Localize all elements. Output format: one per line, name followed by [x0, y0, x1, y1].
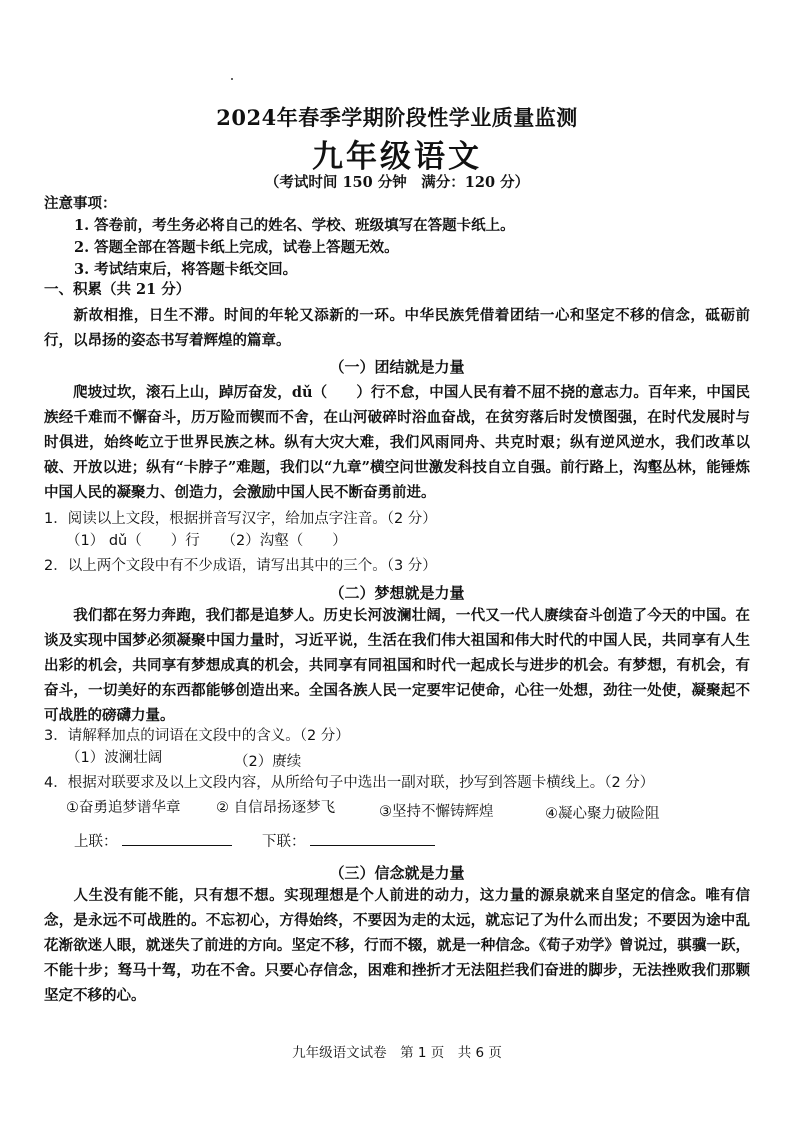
- question-3-item-2: （2）赓续: [234, 754, 302, 770]
- part1-paragraph: [44, 380, 750, 505]
- scan-speck: [231, 78, 233, 80]
- lower-couplet-blank[interactable]: [310, 831, 435, 846]
- couplet-option-1: ①奋勇追梦谱华章: [66, 800, 181, 816]
- exam-title: 2024年春季学期阶段性学业质量监测: [216, 105, 578, 130]
- couplet-option-2: ② 自信昂扬逐梦飞: [216, 800, 336, 816]
- part3-text: 人生没有能不能，只有想不想。实现理想是个人前进的动力，这力量的源泉就来自坚定的信念。唯有信念，是永远不可战胜的。不忘初心，方得始终，不要因为走的太远，就忘记了为什么而出发；不要因为途中乱花渐欲迷人眼，就迷失了前进的方向。坚定不移，行而不辍，就是一种信念。《荀子劝学》曾说过，骐骥一跃，不能十步；驽马十驾，功在不舍。只要心存信念，困难和挫折才无法阻拦我们奋进的脚步，无法挫败我们那颗坚定不移的心。: [44, 887, 750, 1004]
- couplet-option-3: ③坚持不懈铸辉煌: [379, 804, 494, 820]
- part3-paragraph: [44, 883, 750, 1008]
- part3-heading: （三）信念就是力量: [329, 864, 465, 882]
- lower-couplet-field[interactable]: [262, 830, 435, 851]
- notice-item: 3. 考试结束后，将答题卡纸交回。: [74, 261, 298, 278]
- question-3: 3．请解释加点的词语在文段中的含义。（2 分）: [44, 728, 350, 744]
- notice-item: 2. 答题全部在答题卡纸上完成，试卷上答题无效。: [74, 239, 399, 256]
- page-footer: 九年级语文试卷 第 1 页 共 6 页: [292, 1045, 502, 1061]
- exam-info: （考试时间 150 分钟 满分：120 分）: [264, 174, 530, 191]
- part2-heading: （二）梦想就是力量: [329, 584, 465, 602]
- upper-couplet-field[interactable]: [74, 830, 232, 851]
- subject-title: 九年级语文: [312, 139, 482, 175]
- section-heading: 一、积累（共 21 分）: [44, 281, 191, 298]
- intro-paragraph: [44, 303, 750, 353]
- intro-text: 新故相推，日生不滞。时间的年轮又添新的一环。中华民族凭借着团结一心和坚定不移的信念，砥砺前行，以昂扬的姿态书写着辉煌的篇章。: [44, 307, 750, 349]
- part1-heading: （一）团结就是力量: [329, 358, 465, 376]
- question-2: 2．以上两个文段中有不少成语，请写出其中的三个。（3 分）: [44, 558, 437, 574]
- notice-heading: 注意事项：: [44, 195, 117, 212]
- upper-couplet-blank[interactable]: [122, 831, 232, 846]
- part2-paragraph: [44, 603, 750, 728]
- part2-text: 我们都在努力奔跑，我们都是追梦人。历史长河波澜壮阔，一代又一代人赓续奋斗创造了今天的中国。在谈及实现中国梦必须凝聚中国力量时，习近平说，生活在我们伟大祖国和伟大时代的中国人民，共同享有人生出彩的机会，共同享有梦想成真的机会，共同享有同祖国和时代一起成长与进步的机会。有梦想，有机会，有奋斗，一切美好的东西都能够创造出来。全国各族人民一定要牢记使命，心往一处想，劲往一处使，凝聚起不可战胜的磅礴力量。: [44, 607, 750, 724]
- couplet-option-4: ④凝心聚力破险阻: [545, 806, 660, 822]
- part1-text: 爬坡过坎，滚石上山，踔厉奋发，dǔ（ ）行不怠，中国人民有着不屈不挠的意志力。百年来，中国民族经千难而不懈奋斗，历万险而锲而不舍，在山河破碎时浴血奋战，在贫穷落后时发愤图强，在时代发展时与时俱进，始终屹立于世界民族之林。纵有大灾大难，我们风雨同舟、共克时艰；纵有逆风逆水，我们改革以破、开放以进；纵有“卡脖子”难题，我们以“九章”横空问世激发科技自立自强。前行路上，沟壑丛林，能锤炼中国人民的凝聚力、创造力，会激励中国人民不断奋勇前进。: [44, 384, 750, 501]
- question-1-items: （1） dǔ（ ）行 （2）沟壑（ ）: [66, 533, 347, 549]
- upper-couplet-label: 上联：: [74, 834, 118, 850]
- question-4: 4．根据对联要求及以上文段内容，从所给句子中选出一副对联，抄写到答题卡横线上。（2 分）: [44, 775, 655, 791]
- lower-couplet-label: 下联：: [262, 834, 306, 850]
- question-3-item-1: （1）波澜壮阔: [66, 750, 163, 766]
- notice-item: 1. 答卷前，考生务必将自己的姓名、学校、班级填写在答题卡纸上。: [74, 217, 515, 234]
- question-1: 1．阅读以上文段，根据拼音写汉字，给加点字注音。（2 分）: [44, 511, 437, 527]
